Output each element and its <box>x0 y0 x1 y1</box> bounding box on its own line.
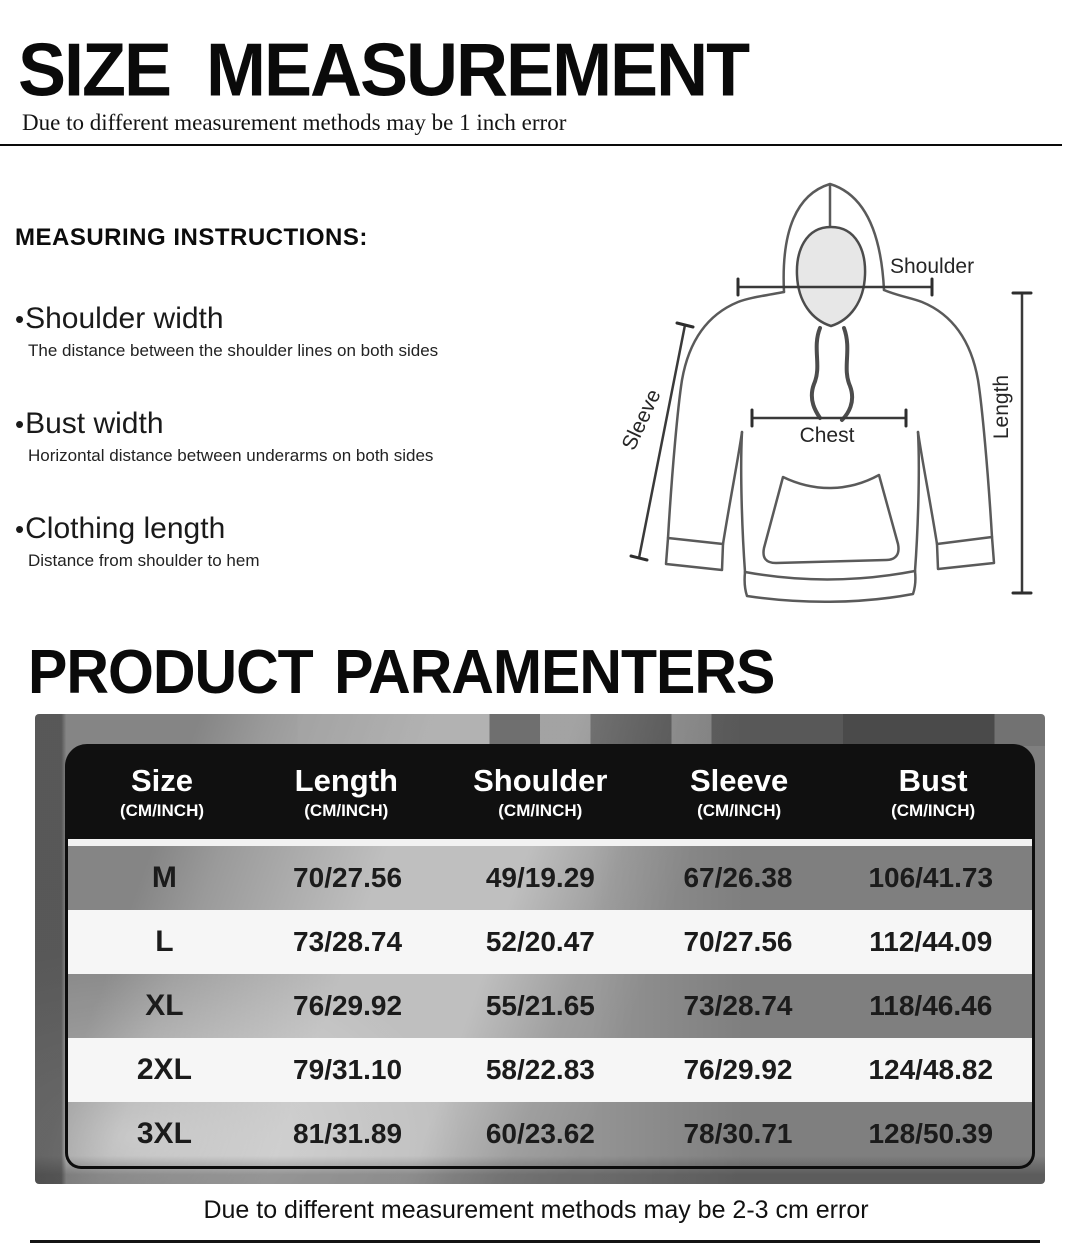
instruction-item-bust <box>15 407 575 466</box>
right-cuff <box>937 537 994 569</box>
column-unit: (CM/INCH) <box>304 800 389 820</box>
instructions-heading: MEASURING INSTRUCTIONS: <box>15 224 368 251</box>
cell-size: M <box>151 861 177 894</box>
left-sleeve-inner <box>723 432 742 544</box>
sleeve-tick-top <box>677 323 693 327</box>
cell-shoulder: 49/19.29 <box>485 862 595 893</box>
instruction-item-shoulder <box>15 302 575 361</box>
instruction-term-label: Clothing length <box>25 512 226 545</box>
cell-bust: 106/41.73 <box>868 862 994 893</box>
cell-size: 2XL <box>136 1053 192 1086</box>
instruction-term <box>15 407 575 441</box>
table-row <box>68 910 1032 974</box>
column-unit: (CM/INCH) <box>891 800 976 820</box>
table-photo-background <box>35 714 1045 1184</box>
cell-length: 70/27.56 <box>293 862 403 893</box>
sleeve-label: Sleeve <box>617 385 666 454</box>
header-separator <box>68 839 1032 846</box>
cell-sleeve: 67/26.38 <box>683 862 793 893</box>
drawcord-right <box>842 328 852 420</box>
cell-sleeve: 78/30.71 <box>683 1118 793 1149</box>
body-right-side <box>915 432 919 571</box>
column-header-bust <box>831 763 1035 821</box>
column-unit: (CM/INCH) <box>119 800 205 820</box>
column-header-sleeve <box>647 763 831 821</box>
column-header-size <box>65 763 259 821</box>
column-unit: (CM/INCH) <box>498 800 583 820</box>
instruction-term-label: Bust width <box>25 407 164 440</box>
cell-sleeve: 70/27.56 <box>683 926 793 957</box>
left-cuff <box>666 538 723 570</box>
cell-length: 73/28.74 <box>293 926 403 957</box>
table-row <box>68 1102 1032 1166</box>
table-header-row <box>65 744 1035 839</box>
hem-seam <box>745 571 915 579</box>
face-opening <box>797 227 865 326</box>
column-header-length <box>259 763 434 821</box>
cell-length: 79/31.10 <box>293 1054 403 1085</box>
sleeve-measure-line <box>639 325 685 558</box>
sleeve-tick-bottom <box>631 556 647 560</box>
right-sleeve-outline <box>884 290 992 537</box>
kangaroo-pocket <box>764 475 899 563</box>
shoulder-label: Shoulder <box>890 255 975 278</box>
hoodie-measurement-diagram <box>590 170 1072 620</box>
cell-shoulder: 52/20.47 <box>485 926 595 957</box>
column-unit: (CM/INCH) <box>697 800 782 820</box>
page-title: SIZE MEASUREMENT <box>18 29 749 113</box>
cell-size: 3XL <box>136 1117 192 1150</box>
cell-bust: 118/46.46 <box>869 990 993 1021</box>
cell-sleeve: 76/29.92 <box>683 1054 793 1085</box>
instruction-term-label: Shoulder width <box>25 302 224 335</box>
top-divider <box>0 144 1062 146</box>
instruction-item-length <box>15 512 575 571</box>
length-label: Length <box>990 374 1013 440</box>
bullet-icon: • <box>15 409 25 439</box>
column-name: Sleeve <box>690 762 789 798</box>
cell-shoulder: 60/23.62 <box>485 1118 595 1149</box>
body-left-side <box>741 432 745 572</box>
cell-size: XL <box>145 989 184 1022</box>
page-subtitle: Due to different measurement methods may be 1 inch error <box>22 110 567 135</box>
cell-shoulder: 55/21.65 <box>485 990 595 1021</box>
column-header-shoulder <box>434 763 647 821</box>
column-name: Size <box>130 762 194 798</box>
cell-bust: 124/48.82 <box>868 1054 994 1085</box>
cell-length: 76/29.92 <box>293 990 403 1021</box>
measuring-instructions <box>15 224 575 617</box>
table-body <box>65 839 1035 1169</box>
cell-sleeve: 73/28.74 <box>683 990 793 1021</box>
table-row <box>68 846 1032 910</box>
table-row <box>68 974 1032 1038</box>
instruction-description: Distance from shoulder to hem <box>28 551 260 570</box>
table-row <box>68 1038 1032 1102</box>
cell-length: 81/31.89 <box>293 1118 403 1149</box>
bottom-divider <box>30 1240 1040 1243</box>
drawcord-left <box>812 328 820 418</box>
column-name: Length <box>294 762 398 798</box>
footer-note: Due to different measurement methods may be 2-3 cm error <box>203 1196 869 1224</box>
chest-label: Chest <box>799 424 855 447</box>
instruction-description: Horizontal distance between underarms on both sides <box>28 446 434 465</box>
bullet-icon: • <box>15 514 25 544</box>
column-name: Shoulder <box>473 762 608 798</box>
cell-bust: 112/44.09 <box>869 926 993 957</box>
instruction-description: The distance between the shoulder lines on both sides <box>28 341 439 360</box>
instruction-term <box>15 302 575 336</box>
cell-bust: 128/50.39 <box>868 1118 994 1149</box>
instruction-term <box>15 512 575 546</box>
bullet-icon: • <box>15 304 25 334</box>
product-parameters-title: PRODUCT PARAMENTERS <box>28 637 775 708</box>
right-sleeve-inner <box>918 432 937 544</box>
cell-shoulder: 58/22.83 <box>485 1054 595 1085</box>
column-name: Bust <box>898 762 968 798</box>
size-table <box>65 744 1035 1169</box>
cell-size: L <box>155 925 174 958</box>
